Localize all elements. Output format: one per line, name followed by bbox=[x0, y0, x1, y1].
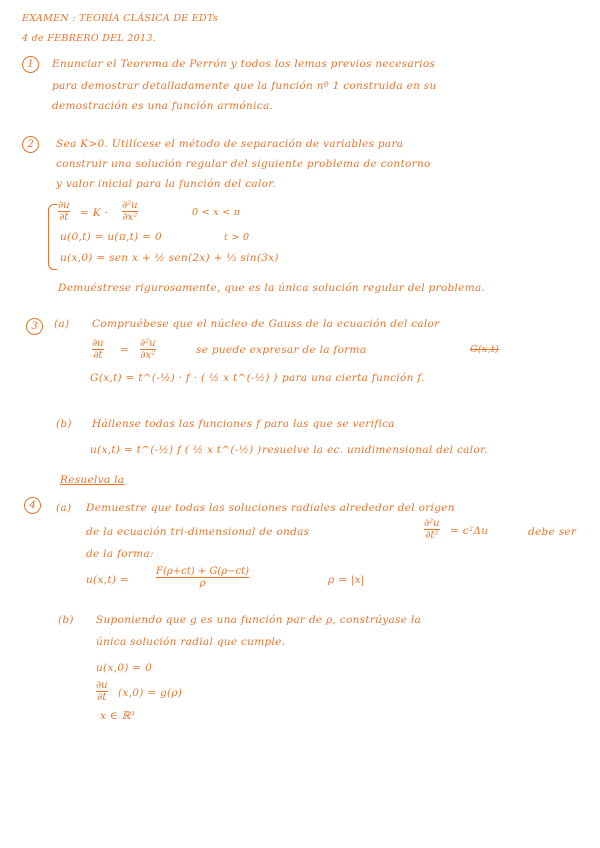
q2-eq2: u(0,t) = u(π,t) = 0 bbox=[60, 231, 162, 243]
q4a-line-2: de la ecuación tri-dimensional de ondas bbox=[86, 526, 310, 538]
q4b-line-2: única solución radial que cumple. bbox=[96, 636, 286, 648]
q2-eq2-domain: t > 0 bbox=[224, 232, 250, 243]
system-brace bbox=[48, 204, 57, 270]
q4a-line-1: Demuestre que todas las soluciones radiales alrededor del origen bbox=[86, 502, 455, 514]
q1-line-3: demostración es una función armónica. bbox=[52, 100, 274, 112]
q4a-formula-tail: ρ = |x| bbox=[328, 574, 365, 586]
q4-number: 4 bbox=[24, 497, 41, 514]
q3a-formula-tail: para una cierta función f. bbox=[282, 372, 425, 384]
exam-date: 4 de FEBRERO DEL 2013. bbox=[22, 33, 157, 44]
q2-eq1-domain: 0 < x < π bbox=[192, 207, 241, 218]
q2-intro-2: construir una solución regular del siguiente problema de contorno bbox=[56, 158, 431, 170]
q4a-formula-lhs: u(x,t) = bbox=[86, 574, 129, 586]
q2-eq1-rhs: $\frac{\text{∂²u}}{\text{∂x²}}$ bbox=[122, 200, 138, 223]
q4b-cond-1: u(x,0) = 0 bbox=[96, 662, 153, 674]
q2-eq1-lhs: $\frac{\partial u}{\partial t}$ bbox=[58, 200, 70, 223]
q3b-label: (b) bbox=[56, 418, 72, 430]
q3a-struck: G(x,t) bbox=[470, 344, 499, 355]
q4a-line-3: de la forma: bbox=[86, 548, 154, 560]
q2-number: 2 bbox=[22, 136, 39, 153]
q2-intro-3: y valor inicial para la función del calor. bbox=[56, 178, 277, 190]
q3b-formula: u(x,t) = t^(-½) f ( ½ x t^(-½) ) bbox=[90, 444, 262, 456]
q3-number: 3 bbox=[26, 318, 43, 335]
q4a-line-2-tail: debe ser bbox=[528, 526, 577, 538]
q1-line-1: Enunciar el Teorema de Perrón y todos los lemas previos necesarios bbox=[52, 58, 436, 70]
q3a-label: (a) bbox=[54, 318, 70, 330]
q2-closing: Demuéstrese rigurosamente, que es la única solución regular del problema. bbox=[58, 282, 486, 294]
q4a-wave-rhs: = c²Δu bbox=[450, 525, 489, 537]
q4b-line-1: Suponiendo que g es una función par de ρ, constrúyase la bbox=[96, 614, 422, 626]
q2-eq1-op: = K · bbox=[80, 207, 109, 219]
q3a-line-2: se puede expresar de la forma bbox=[196, 344, 367, 356]
q3a-frac-2: $\frac{\text{∂²u}}{\text{∂x²}}$ bbox=[140, 338, 156, 361]
q1-number: 1 bbox=[22, 56, 39, 73]
q3a-eq: = bbox=[120, 344, 130, 356]
exam-title: EXAMEN : TEORÍA CLÁSICA DE EDTs bbox=[22, 13, 219, 24]
q4a-wave-frac: $\frac{\text{∂²u}}{\text{∂t²}}$ bbox=[424, 518, 440, 541]
q4a-label: (a) bbox=[56, 502, 72, 514]
q4b-cond-3: x ∈ ℝ³ bbox=[100, 710, 136, 722]
q2-intro-1: Sea K>0. Utilícese el método de separación de variables para bbox=[56, 138, 404, 150]
q3a-line-1: Compruébese que el núcleo de Gauss de la ecuación del calor bbox=[92, 318, 440, 330]
q3a-frac-1: $\frac{\partial u}{\partial t}$ bbox=[92, 338, 104, 361]
q4b-cond-2-frac: $\frac{\partial u}{\partial t}$ bbox=[96, 680, 108, 703]
q1-line-2: para demostrar detalladamente que la función nº 1 construida en su bbox=[52, 80, 437, 92]
q3a-formula: G(x,t) = t^(-½) · f · ( ½ x t^(-½) ) bbox=[90, 372, 278, 384]
q2-eq3: u(x,0) = sen x + ½ sen(2x) + ⅓ sin(3x) bbox=[60, 252, 279, 264]
q4b-cond-2-tail: (x,0) = g(ρ) bbox=[118, 687, 183, 699]
q3b-line-1: Hállense todas las funciones f para las que se verifica bbox=[92, 418, 395, 430]
struck-heading: Resuelva la bbox=[60, 474, 125, 486]
q4a-formula-frac: $\frac{F(\rho+ct) + G(\rho-ct)}{\rho}$ bbox=[156, 566, 250, 589]
q4b-label: (b) bbox=[58, 614, 74, 626]
q3b-formula-tail: resuelve la ec. unidimensional del calor. bbox=[262, 444, 488, 456]
